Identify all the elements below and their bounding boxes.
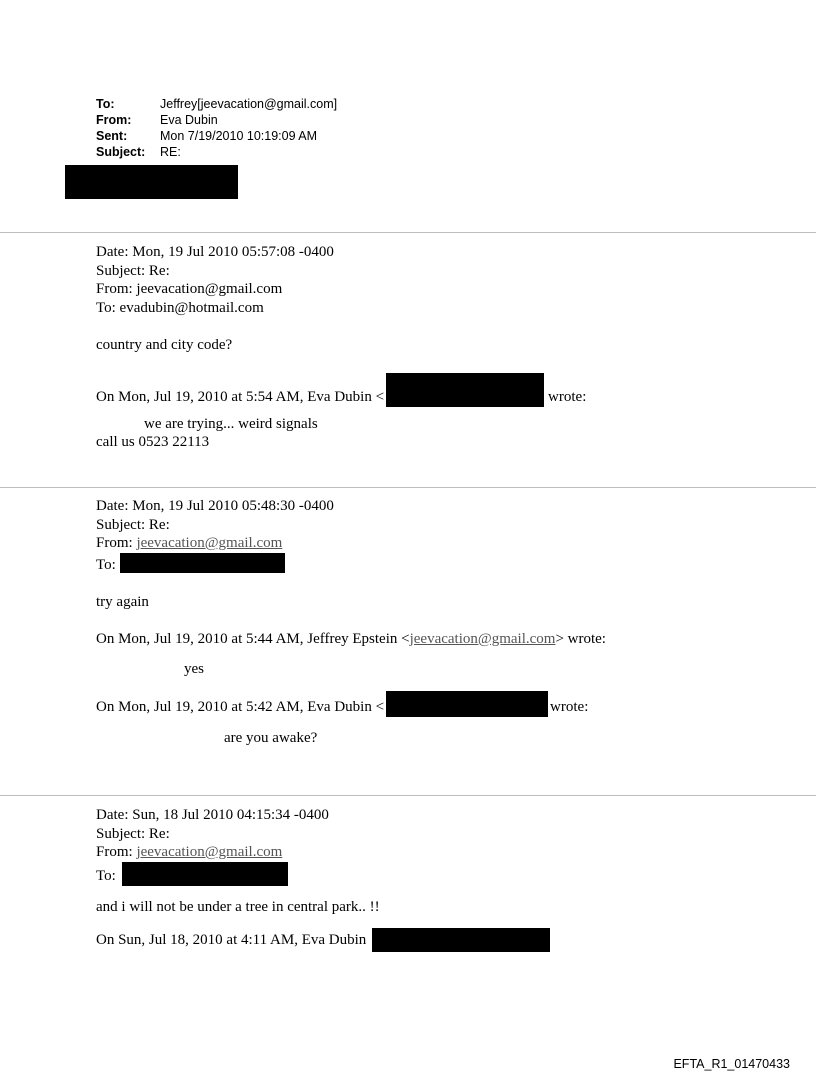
document-id: EFTA_R1_01470433 [673, 1057, 790, 1071]
message-subject: Subject: Re: [96, 516, 170, 533]
quoted-text: call us 0523 22113 [96, 434, 210, 450]
redaction-block [372, 928, 550, 952]
message-from: From: jeevacation@gmail.com [96, 281, 283, 297]
message-subject: Subject: Re: [96, 262, 170, 279]
message-from [96, 534, 606, 553]
header-sent-label: Sent: [96, 129, 128, 143]
redaction-block [122, 862, 288, 886]
header-to-row [96, 96, 337, 112]
message-from [96, 843, 550, 862]
from-email-link[interactable]: jeevacation@gmail.com [136, 844, 283, 860]
message-date: Date: Mon, 19 Jul 2010 05:48:30 -0400 [96, 498, 334, 514]
header-sent-row [96, 128, 337, 144]
message-to [96, 553, 606, 575]
quoted-text: are you awake? [224, 729, 318, 746]
header-subject-label: Subject: [96, 145, 146, 159]
quote-wrote: wrote: [550, 698, 589, 715]
message-to [96, 862, 550, 886]
header-from-row [96, 112, 337, 128]
quote-attribution-text: On Mon, Jul 19, 2010 at 5:44 AM, Jeffrey Epstein < [96, 630, 410, 647]
from-label: From: [96, 844, 137, 860]
redaction-block [386, 691, 548, 717]
header-from-label: From: [96, 113, 132, 127]
message-body: country and city code? [96, 336, 233, 353]
to-label: To: [96, 556, 116, 573]
quote-email-link[interactable]: jeevacation@gmail.com [409, 630, 556, 647]
redaction-block [386, 373, 544, 407]
message-date: Date: Sun, 18 Jul 2010 04:15:34 -0400 [96, 807, 329, 823]
header-subject-row [96, 144, 337, 160]
quote-attribution-text: On Mon, Jul 19, 2010 at 5:42 AM, Eva Dubin < [96, 698, 385, 715]
header-from-value: Eva Dubin [160, 113, 218, 127]
quote-attribution-text: On Sun, Jul 18, 2010 at 4:11 AM, Eva Dubin [96, 932, 367, 948]
header-subject-value: RE: [160, 145, 181, 159]
quoted-text: we are trying... weird signals [144, 415, 318, 432]
to-label: To: [96, 867, 116, 884]
quoted-text: yes [184, 661, 204, 677]
from-label: From: [96, 535, 137, 551]
redaction-block [120, 553, 285, 573]
quote-wrote: wrote: [548, 388, 587, 405]
quote-attribution [96, 928, 550, 952]
from-email-link[interactable]: jeevacation@gmail.com [136, 535, 283, 551]
message-2 [96, 497, 606, 747]
message-to: To: evadubin@hotmail.com [96, 299, 264, 316]
message-subject: Subject: Re: [96, 825, 170, 842]
message-body: try again [96, 593, 149, 610]
redaction-block [65, 165, 238, 199]
message-1 [96, 243, 586, 452]
quote-attribution-text: On Mon, Jul 19, 2010 at 5:54 AM, Eva Dubin < [96, 388, 385, 405]
email-header [96, 96, 337, 160]
divider [0, 795, 816, 796]
header-sent-value: Mon 7/19/2010 10:19:09 AM [160, 129, 318, 143]
divider [0, 232, 816, 233]
message-date: Date: Mon, 19 Jul 2010 05:57:08 -0400 [96, 244, 334, 260]
quote-attribution [96, 691, 606, 717]
quote-attribution [96, 630, 606, 649]
message-3 [96, 806, 550, 952]
quote-attribution [96, 373, 586, 407]
header-to-value: Jeffrey[jeevacation@gmail.com] [160, 97, 338, 111]
header-to-label: To: [96, 97, 115, 111]
divider [0, 487, 816, 488]
message-body: and i will not be under a tree in central park.. !! [96, 898, 380, 915]
quote-wrote: > wrote: [555, 630, 606, 647]
